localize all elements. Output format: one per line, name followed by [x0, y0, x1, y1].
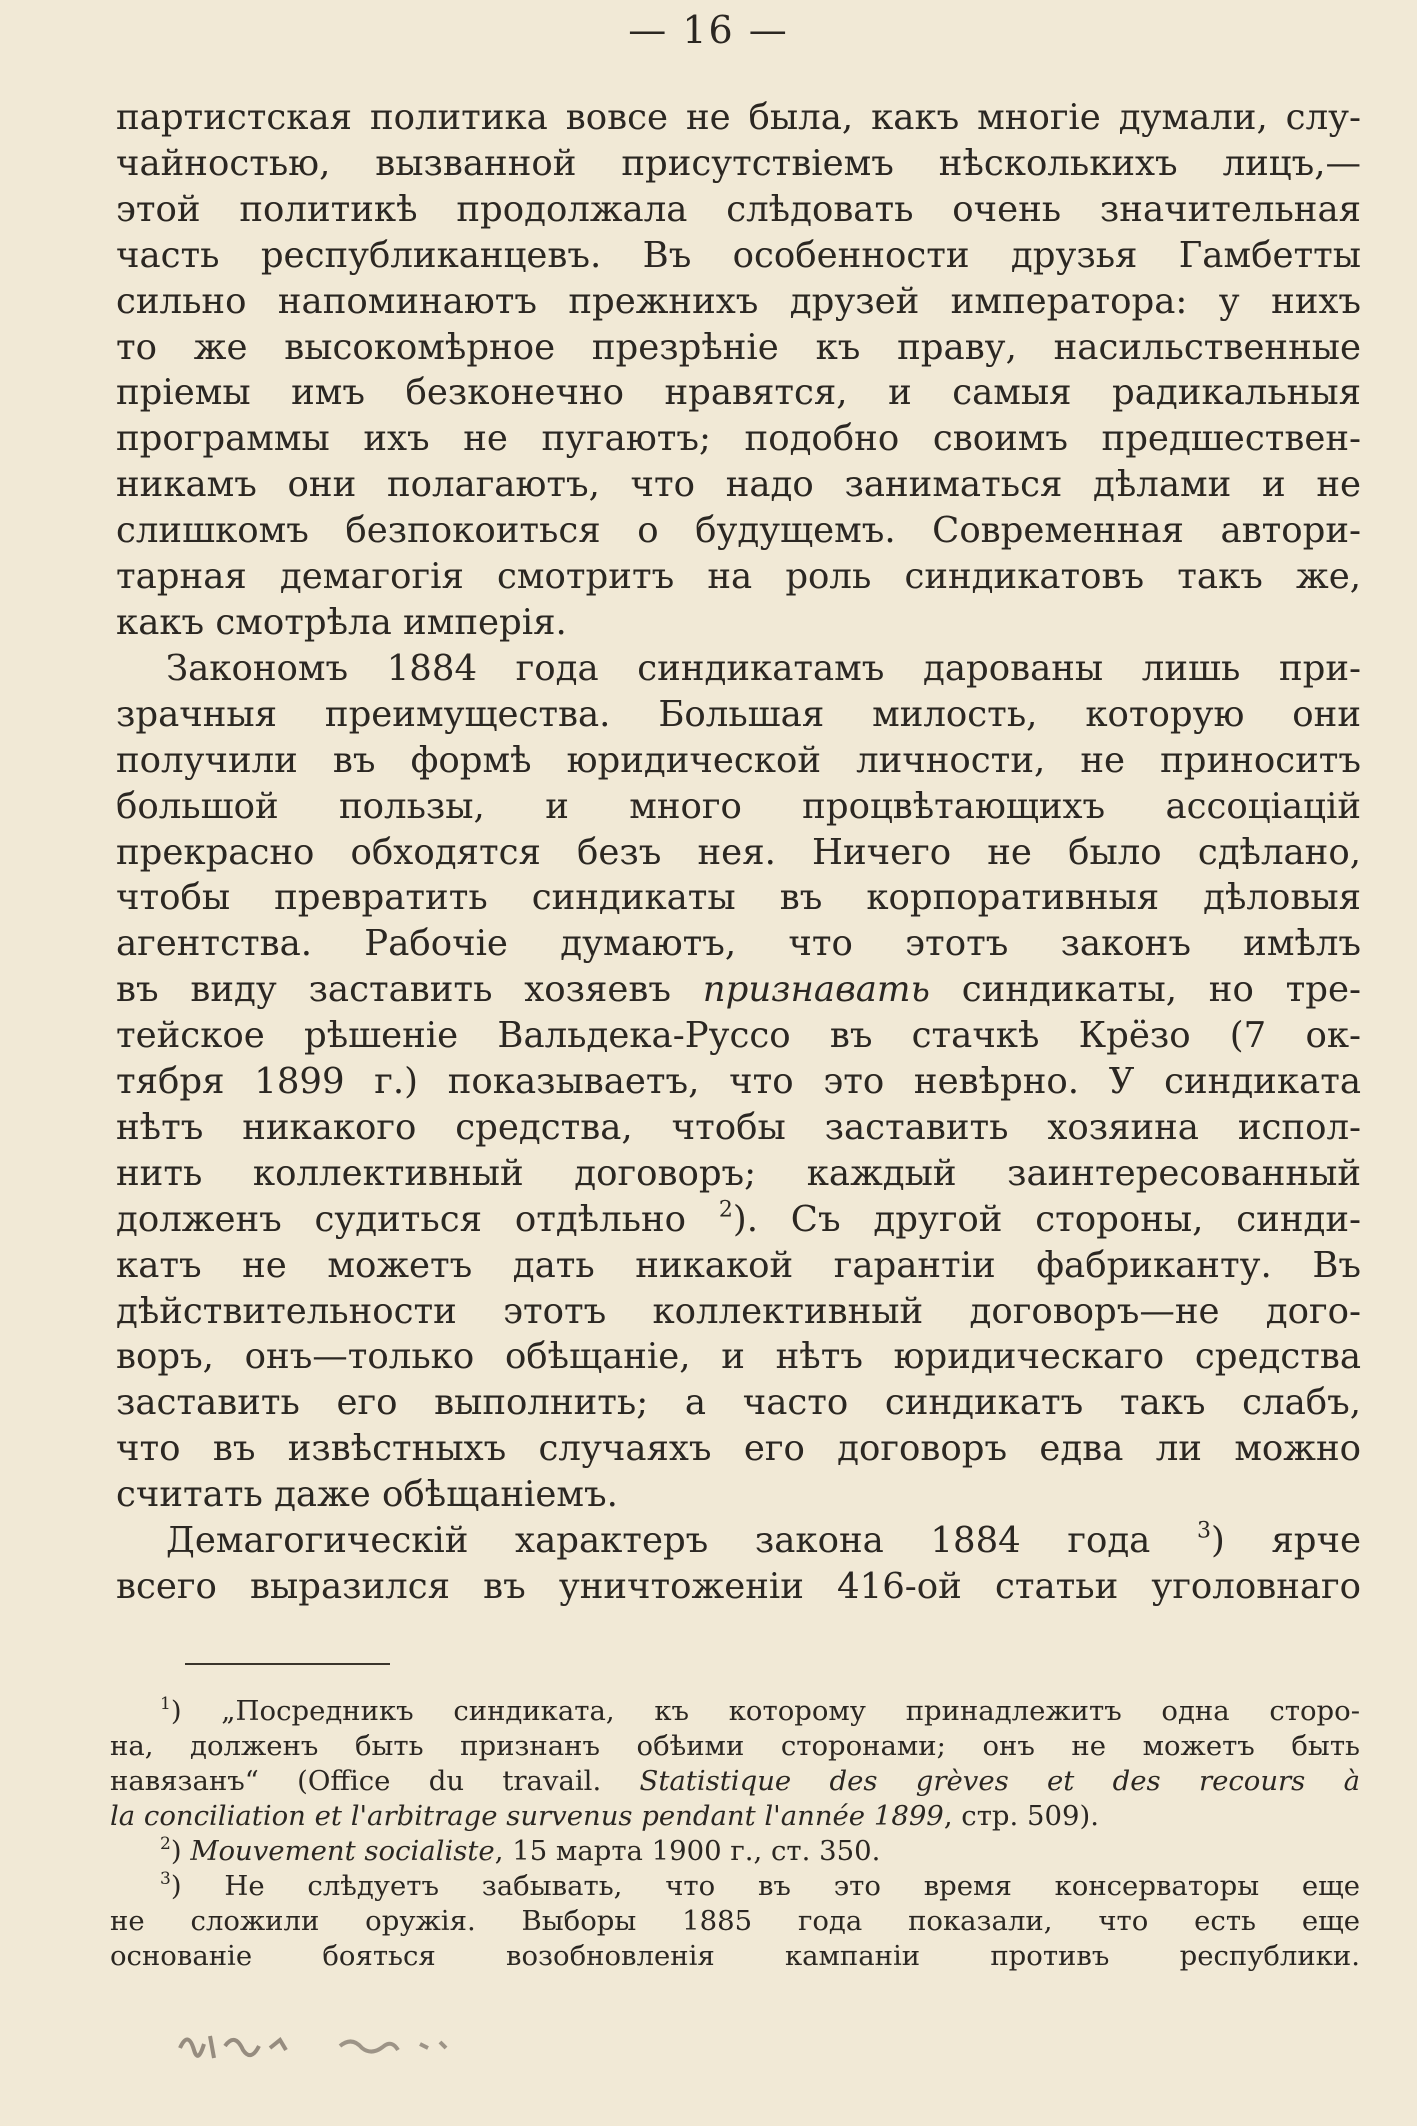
- text-line: тября 1899 г.) показываетъ, что это невѣрно. У синдиката: [116, 1061, 1361, 1103]
- text-line: [110, 1764, 1360, 1799]
- footnote-mark: 2: [160, 1833, 171, 1854]
- text-line: зрачныя преимущества. Большая милость, которую они: [116, 693, 1361, 735]
- footnote-mark: 3: [160, 1868, 171, 1889]
- text-line: основаніе бояться возобновленія кампаніи противъ республики.: [110, 1940, 1360, 1972]
- text-segment: синдикаты, но тре-: [929, 969, 1361, 1011]
- text-line: большой пользы, и много процвѣтающихъ ассоціацій: [116, 785, 1361, 827]
- text-line: Закономъ 1884 года синдикатамъ дарованы лишь при-: [166, 647, 1361, 689]
- page-number: — 16 —: [628, 8, 789, 52]
- text-line: партистская политика вовсе не была, какъ многіе думали, слу-: [116, 97, 1361, 138]
- text-segment: ) „Посредникъ синдиката, къ которому принадлежитъ одна сторо-: [170, 1695, 1360, 1727]
- text-line: программы ихъ не пугаютъ; подобно своимъ предшествен-: [116, 418, 1361, 460]
- text-segment: , 15 марта 1900 г., ст. 350.: [494, 1835, 881, 1867]
- text-line: нѣтъ никакого средства, чтобы заставить хозяина испол-: [116, 1106, 1361, 1148]
- text-line: [110, 1694, 1360, 1729]
- footnote-divider: [185, 1663, 390, 1665]
- text-line: всего выразился въ уничтоженіи 416-ой статьи уголовнаго: [116, 1566, 1361, 1607]
- main-text: [116, 95, 1361, 1610]
- text-line: слишкомъ безпокоиться о будущемъ. Современная автори-: [116, 510, 1361, 552]
- emphasis-text: Statistique des grèves et des recours à: [639, 1765, 1360, 1797]
- text-line: катъ не можетъ дать никакой гарантіи фабриканту. Въ: [116, 1244, 1361, 1286]
- text-segment: ) ярче: [1210, 1520, 1362, 1562]
- emphasis-text: признавать: [702, 969, 930, 1011]
- text-line: тарная демагогія смотритъ на роль синдикатовъ такъ же,: [116, 556, 1361, 598]
- text-line: какъ смотрѣла имперія.: [116, 601, 567, 643]
- text-line: дѣйствительности этотъ коллективный договоръ—не дого-: [116, 1290, 1361, 1332]
- text-segment: навязанъ“ (Office du travail.: [110, 1765, 640, 1797]
- footnotes: [110, 1694, 1360, 1974]
- text-line: пріемы имъ безконечно нравятся, и самыя радикальныя: [116, 372, 1361, 414]
- text-line: [110, 1869, 1360, 1904]
- footnote-ref: 2: [718, 1197, 733, 1223]
- footnote-3: [110, 1869, 1360, 1974]
- emphasis-text: la conciliation et l'arbitrage survenus pendant l'année 1899: [110, 1800, 944, 1832]
- text-segment: ): [170, 1835, 191, 1867]
- text-line: этой политикѣ продолжала слѣдовать очень значительная: [116, 188, 1361, 230]
- text-segment: ). Съ другой стороны, синди-: [732, 1198, 1361, 1240]
- text-line: тейское рѣшеніе Вальдека-Руссо въ стачкѣ Крёзо (7 ок-: [116, 1015, 1361, 1057]
- text-line: чтобы превратить синдикаты въ корпоративныя дѣловыя: [116, 877, 1361, 919]
- text-line: [116, 1518, 1361, 1564]
- text-line: часть республиканцевъ. Въ особенности друзья Гамбетты: [116, 234, 1361, 276]
- footnote-1: [110, 1694, 1360, 1834]
- footnote-mark: 1: [160, 1693, 171, 1714]
- paragraph-3: [116, 1518, 1361, 1610]
- text-line: нить коллективный договоръ; каждый заинтересованный: [116, 1152, 1361, 1194]
- text-line: заставить его выполнить; а часто синдикатъ такъ слабъ,: [116, 1382, 1361, 1424]
- handwritten-marks: [170, 2018, 530, 2068]
- text-line: не сложили оружія. Выборы 1885 года показали, что есть еще: [110, 1905, 1360, 1937]
- text-line: чайностью, вызванной присутствіемъ нѣсколькихъ лицъ,—: [116, 142, 1361, 184]
- text-line: получили въ формѣ юридической личности, не приноситъ: [116, 739, 1361, 781]
- text-line: [110, 1834, 1360, 1869]
- text-line: [116, 967, 1361, 1013]
- text-line: то же высокомѣрное презрѣніе къ праву, насильственные: [116, 326, 1361, 368]
- text-line: на, долженъ быть признанъ обѣими сторонами; онъ не можетъ быть: [110, 1730, 1360, 1762]
- text-line: [116, 1197, 1361, 1243]
- text-line: агентства. Рабочіе думаютъ, что этотъ законъ имѣлъ: [116, 923, 1361, 965]
- footnote-2: [110, 1834, 1360, 1869]
- paragraph-2: [116, 646, 1361, 1518]
- text-segment: , стр. 509).: [943, 1800, 1099, 1832]
- text-segment: въ виду заставить хозяевъ: [116, 969, 703, 1011]
- text-line: никамъ они полагаютъ, что надо заниматься дѣлами и не: [116, 464, 1361, 506]
- text-line: считать даже обѣщаніемъ.: [116, 1474, 618, 1516]
- text-segment: ) Не слѣдуетъ забывать, что въ это время консерваторы еще: [170, 1870, 1360, 1902]
- text-segment: долженъ судиться отдѣльно: [116, 1198, 719, 1240]
- paragraph-1: [116, 95, 1361, 646]
- text-line: что въ извѣстныхъ случаяхъ его договоръ едва ли можно: [116, 1428, 1361, 1470]
- text-line: прекрасно обходятся безъ нея. Ничего не было сдѣлано,: [116, 831, 1361, 873]
- footnote-ref: 3: [1196, 1518, 1211, 1544]
- emphasis-text: Mouvement socialiste: [190, 1835, 495, 1867]
- text-line: [110, 1799, 1360, 1834]
- text-segment: Демагогическій характеръ закона 1884 года: [166, 1520, 1197, 1562]
- text-line: сильно напоминаютъ прежнихъ друзей императора: у нихъ: [116, 280, 1361, 322]
- text-line: воръ, онъ—только обѣщаніе, и нѣтъ юридическаго средства: [116, 1336, 1361, 1378]
